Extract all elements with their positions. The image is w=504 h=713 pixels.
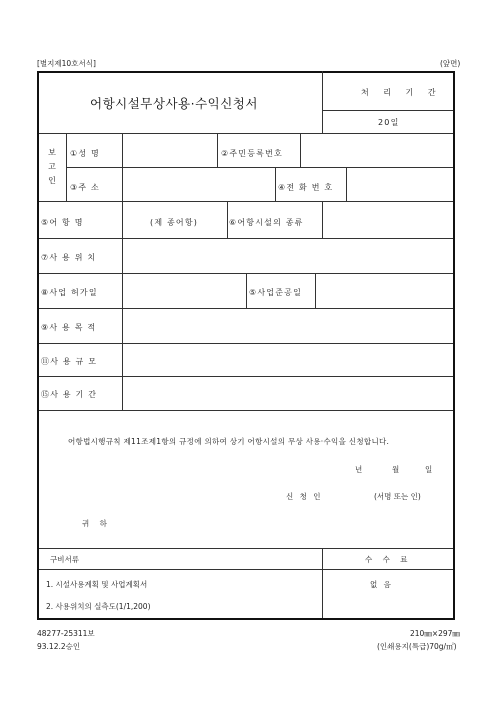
fee-header: 수 수 료 — [365, 555, 412, 564]
facility-type-label: ⑥어항시설의 종류 — [229, 218, 304, 227]
form-number: [별지제10호서식] — [37, 59, 96, 68]
paper-size: 210㎜×297㎜ — [410, 629, 460, 638]
form-code: 48277-25311보 — [37, 629, 95, 638]
harbor-name-label: ⑤어 항 명 — [41, 218, 84, 227]
document-item-2: 2. 사용위치의 실측도(1/1,200) — [46, 602, 151, 611]
processing-period-label: 처 리 기 간 — [361, 88, 442, 97]
name-label: ①성 명 — [70, 149, 100, 158]
harbor-class-note: (제 종어항) — [150, 218, 199, 227]
date-day: 일 — [425, 465, 433, 474]
scale-label: ⑪사 용 규 모 — [41, 357, 98, 366]
application-statement: 어항법시행규칙 제11조제1항의 규정에 의하여 상기 어항시설의 무상 사용·수익을 신청합니다. — [68, 437, 390, 446]
approval-date: 93.12.2승인 — [37, 642, 81, 651]
form-title: 어항시설무상사용·수익신청서 — [90, 96, 258, 111]
location-label: ⑦사 용 위 치 — [41, 253, 97, 262]
applicant-group-label: 보 고 인 — [48, 148, 56, 185]
fee-value: 없 음 — [370, 580, 393, 589]
recipient-label: 귀 하 — [82, 519, 111, 528]
permit-date-label: ⑧사업 허가일 — [41, 288, 98, 297]
purpose-label: ⑨사 용 목 적 — [41, 323, 97, 332]
completion-date-label: ⑤사업준공일 — [249, 288, 303, 297]
date-month: 월 — [392, 465, 400, 474]
processing-period-value: 20일 — [378, 118, 400, 127]
phone-label: ④전 화 번 호 — [278, 183, 334, 192]
resident-number-label: ②주민등록번호 — [221, 149, 283, 158]
document-item-1: 1. 시설사용계획 및 사업계획서 — [46, 580, 148, 589]
signature-note: (서명 또는 인) — [374, 492, 421, 501]
date-year: 년 — [355, 465, 363, 474]
page-side: (앞면) — [440, 59, 461, 68]
address-label: ③주 소 — [70, 183, 100, 192]
period-label: ⑮사 용 기 간 — [41, 390, 98, 399]
required-documents-header: 구비서류 — [50, 555, 79, 564]
paper-spec: (인쇄용지(특급)70g/㎡) — [377, 642, 457, 651]
applicant-signature-label: 신 청 인 — [286, 492, 323, 501]
